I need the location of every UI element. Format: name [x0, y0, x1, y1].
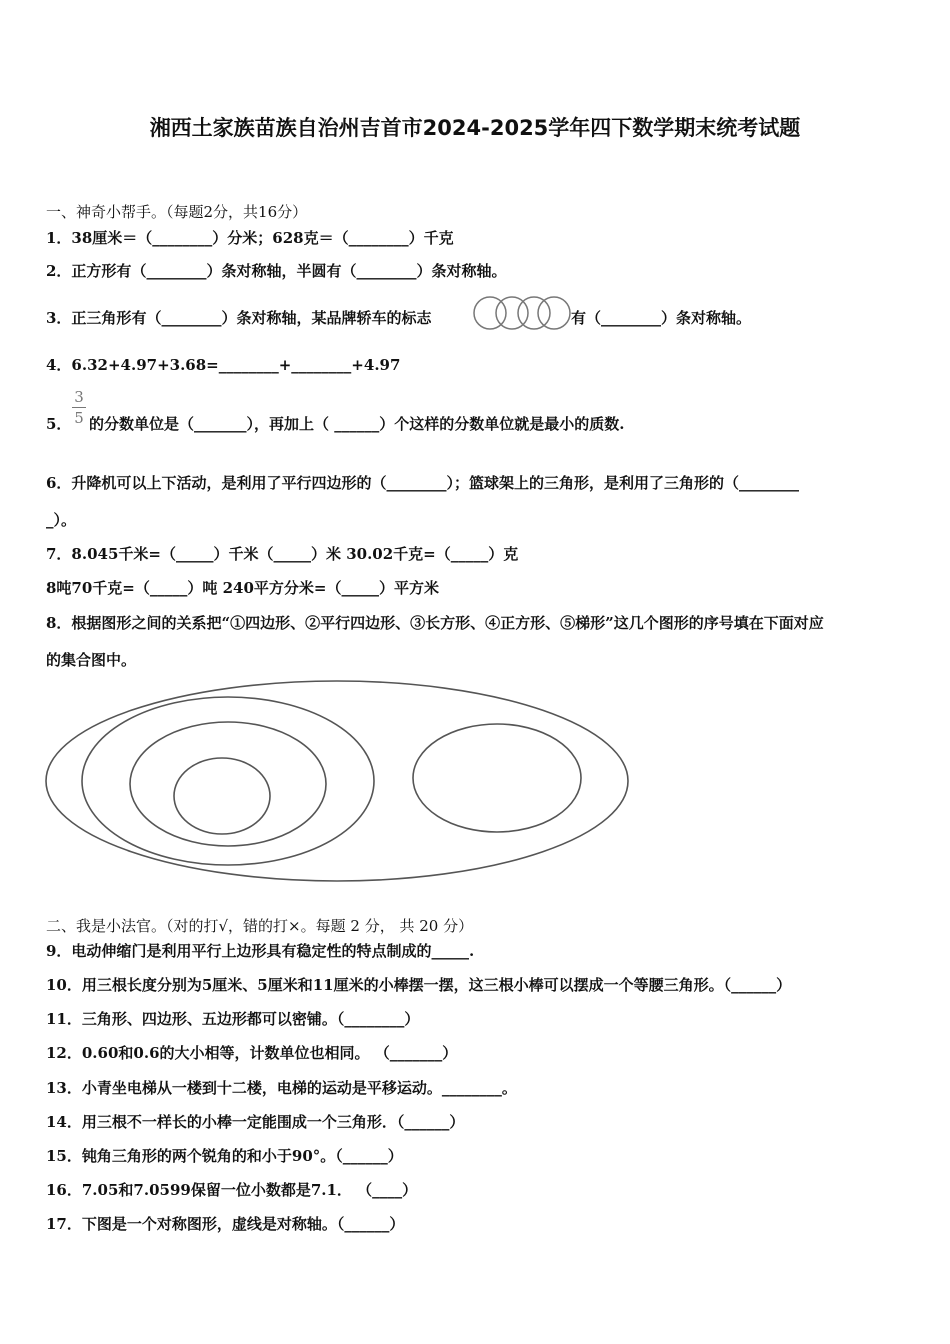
- four-rings-icon: [470, 295, 572, 331]
- ellipse-inner: [174, 758, 270, 834]
- question-9: 9．电动伸缩门是利用平行上边形具有稳定性的特点制成的_____.: [46, 942, 475, 960]
- question-15: 15．钝角三角形的两个锐角的和小于90°。（______）: [46, 1147, 403, 1165]
- question-8-line1: 8．根据图形之间的关系把“①四边形、②平行四边形、③长方形、④正方形、⑤梯形”这几个图形的序号填在下面对应: [46, 614, 824, 632]
- page-title: 湘西土家族苗族自治州吉首市2024-2025学年四下数学期末统考试题: [149, 116, 801, 140]
- question-7-line2: 8吨70千克=（_____）吨 240平方分米=（_____）平方米: [46, 579, 439, 597]
- ellipse-level-3: [130, 722, 326, 846]
- question-14: 14．用三根不一样长的小棒一定能围成一个三角形．（______）: [46, 1113, 465, 1131]
- question-6-line2: _）。: [46, 511, 77, 529]
- question-13: 13．小青坐电梯从一楼到十二楼，电梯的运动是平移运动。________。: [46, 1079, 517, 1097]
- separate-ellipse: [413, 724, 581, 832]
- question-1: 1．38厘米＝（________）分米；628克＝（________）千克: [46, 229, 454, 247]
- outer-ellipse: [46, 681, 628, 881]
- fraction-numerator: 3: [74, 388, 84, 406]
- question-3-part2: 有（________）条对称轴。: [571, 309, 752, 327]
- question-8-line2: 的集合图中。: [46, 651, 137, 669]
- question-6-line1: 6．升降机可以上下活动，是利用了平行四边形的（________）；篮球架上的三角形，是利用了三角形的（________: [46, 474, 799, 492]
- fraction-three-fifths: [72, 388, 86, 427]
- fraction-denominator: 5: [74, 409, 84, 427]
- question-17: 17．下图是一个对称图形，虚线是对称轴。（______）: [46, 1215, 405, 1233]
- section1-header: 一、神奇小帮手。（每题2分，共16分）: [46, 203, 308, 221]
- section2-header: 二、我是小法官。（对的打√，错的打×。每题 2 分， 共 20 分）: [46, 917, 474, 935]
- fraction-bar: [72, 407, 86, 408]
- question-5-number: 5．: [46, 415, 72, 433]
- question-3-part1: 3．正三角形有（________）条对称轴，某品牌轿车的标志: [46, 309, 432, 327]
- question-5-text: 的分数单位是（_______），再加上（ ______）个这样的分数单位就是最小的质数.: [89, 415, 625, 433]
- question-4: 4．6.32+4.97+3.68=________+________+4.97: [46, 356, 401, 374]
- question-10: 10．用三根长度分别为5厘米、5厘米和11厘米的小棒摆一摆，这三根小棒可以摆成一个等腰三角形。（______）: [46, 976, 792, 994]
- question-7-line1: 7．8.045千米=（_____）千米（_____）米 30.02千克=（_____）克: [46, 545, 519, 563]
- question-16: 16．7.05和7.0599保留一位小数都是7.1． （____）: [46, 1181, 418, 1199]
- question-12: 12．0.60和0.6的大小相等，计数单位也相同。 （_______）: [46, 1044, 458, 1062]
- question-11: 11．三角形、四边形、五边形都可以密铺。（________）: [46, 1010, 420, 1028]
- question-2: 2．正方形有（________）条对称轴，半圆有（________）条对称轴。: [46, 262, 507, 280]
- venn-diagram: [40, 676, 640, 886]
